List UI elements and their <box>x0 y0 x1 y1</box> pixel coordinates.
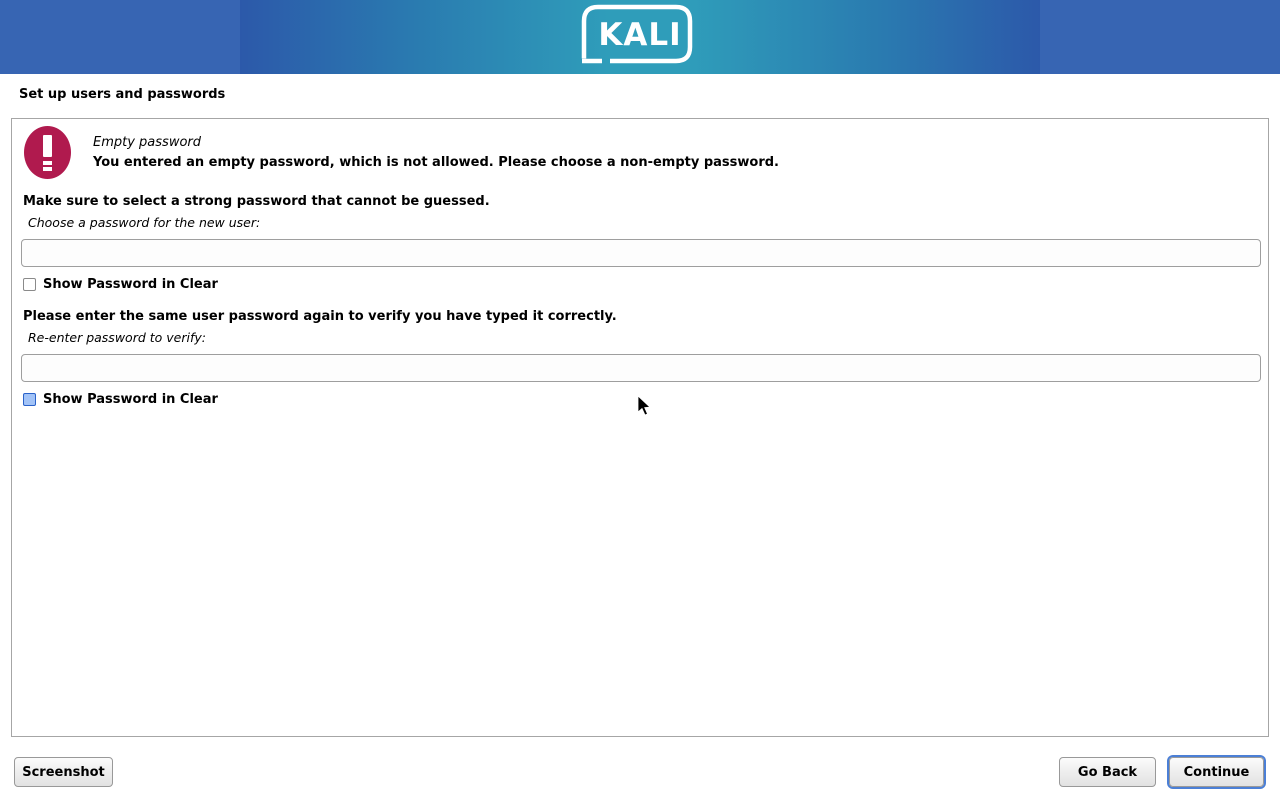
error-exclamation-icon <box>24 126 71 179</box>
banner-gradient <box>240 0 1040 74</box>
error-message: You entered an empty password, which is not allowed. Please choose a non-empty password. <box>93 155 779 170</box>
password-input[interactable] <box>21 239 1261 267</box>
reenter-password-input[interactable] <box>21 354 1261 382</box>
strong-password-note: Make sure to select a strong password that cannot be guessed. <box>23 194 490 209</box>
installer-banner <box>0 0 1280 74</box>
show-password-label-1: Show Password in Clear <box>43 277 218 292</box>
reenter-password-label: Re-enter password to verify: <box>28 330 206 345</box>
main-content-box <box>11 118 1269 737</box>
page-title: Set up users and passwords <box>19 87 226 102</box>
password-label: Choose a password for the new user: <box>28 215 261 230</box>
kali-logo-text: KALI <box>598 17 682 53</box>
show-password-label-2: Show Password in Clear <box>43 392 218 407</box>
show-password-checkbox-2[interactable] <box>23 393 36 406</box>
show-password-checkbox-1[interactable] <box>23 278 36 291</box>
go-back-button[interactable]: Go Back <box>1059 757 1156 787</box>
verify-password-note: Please enter the same user password again to verify you have typed it correctly. <box>23 309 617 324</box>
screenshot-button[interactable]: Screenshot <box>14 757 113 787</box>
continue-button[interactable]: Continue <box>1169 757 1264 787</box>
kali-logo-icon <box>581 4 699 70</box>
error-title: Empty password <box>93 135 201 150</box>
